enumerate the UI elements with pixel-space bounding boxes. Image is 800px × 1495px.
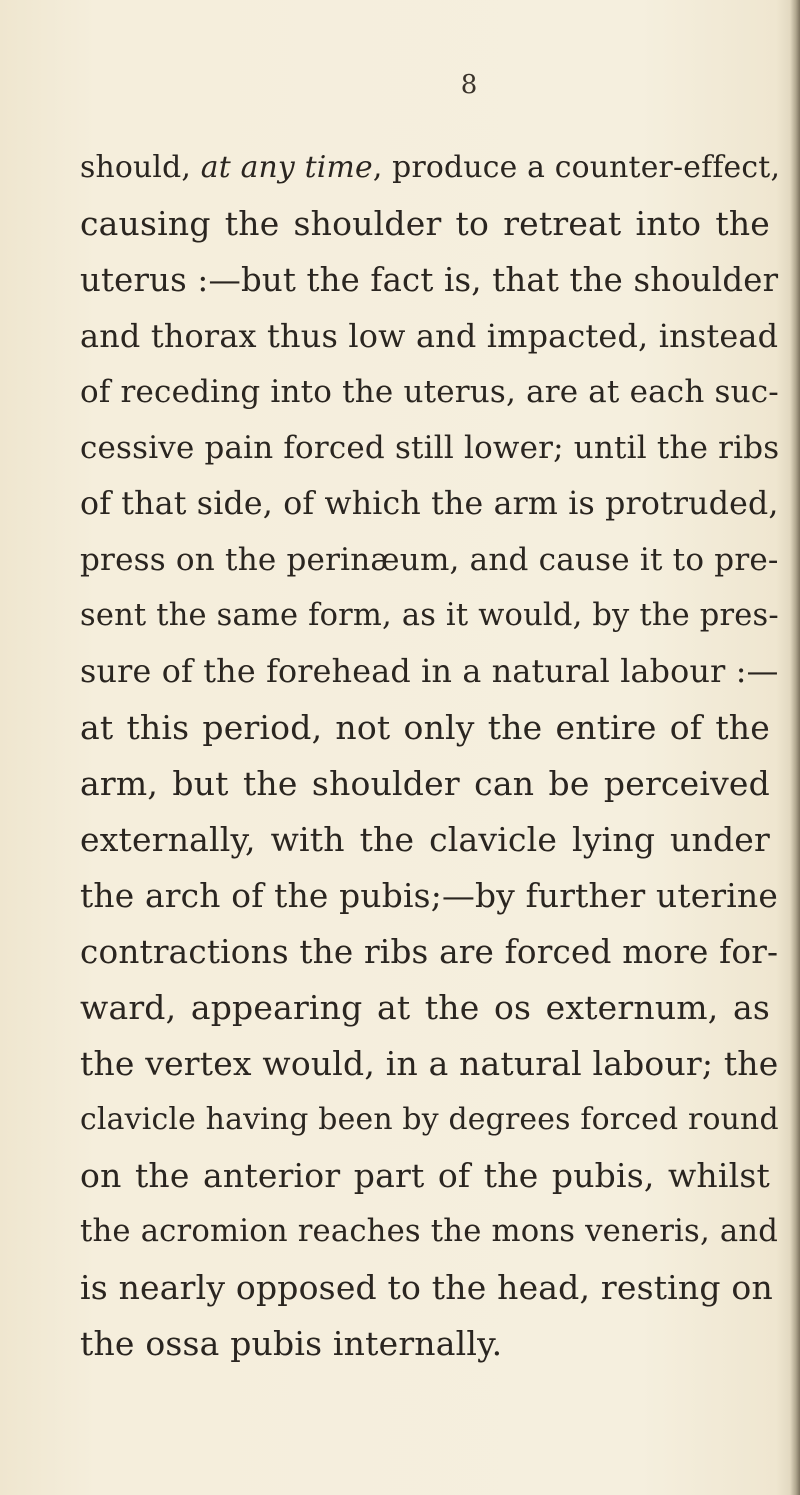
text-line: on the anterior part of the pubis, whilst bbox=[80, 1156, 770, 1195]
text-line: the acromion reaches the mons veneris, and bbox=[80, 1214, 779, 1249]
text-line: uterus :—but the fact is, that the shoulder bbox=[80, 261, 779, 299]
text-line: of that side, of which the arm is protruded, bbox=[80, 486, 779, 522]
text-line: is nearly opposed to the head, resting on bbox=[80, 1268, 773, 1307]
page-number: 8 bbox=[460, 70, 478, 100]
body-text bbox=[80, 140, 781, 1372]
text-line: and thorax thus low and impacted, instead bbox=[80, 317, 779, 355]
text-line: press on the perinæum, and cause it to pre- bbox=[80, 542, 779, 578]
text-line: sure of the forehead in a natural labour :— bbox=[80, 654, 779, 690]
text-line: contractions the ribs are forced more for- bbox=[80, 933, 779, 971]
text-line: the vertex would, in a natural labour; the bbox=[80, 1044, 779, 1083]
text-line: cessive pain forced still lower; until the ribs bbox=[80, 430, 780, 466]
text-line: of receding into the uterus, are at each suc- bbox=[80, 374, 779, 410]
text-line: the arch of the pubis;—by further uterine bbox=[80, 877, 778, 915]
text-line: causing the shoulder to retreat into the bbox=[80, 204, 770, 243]
text-line: externally, with the clavicle lying under bbox=[80, 820, 770, 859]
italic-phrase: at any time bbox=[200, 150, 373, 185]
text-line: at this period, not only the entire of the bbox=[80, 708, 770, 747]
text-line: ward, appearing at the os externum, as bbox=[80, 988, 770, 1027]
page-edge-shadow bbox=[790, 0, 800, 1495]
text-line: sent the same form, as it would, by the pres- bbox=[80, 598, 779, 633]
text-line: clavicle having been by degrees forced round bbox=[80, 1102, 779, 1137]
text-line-final: the ossa pubis internally. bbox=[80, 1324, 503, 1363]
text-line: should, at any time, produce a counter-effect, bbox=[80, 150, 781, 185]
text-line: arm, but the shoulder can be perceived bbox=[80, 764, 770, 803]
